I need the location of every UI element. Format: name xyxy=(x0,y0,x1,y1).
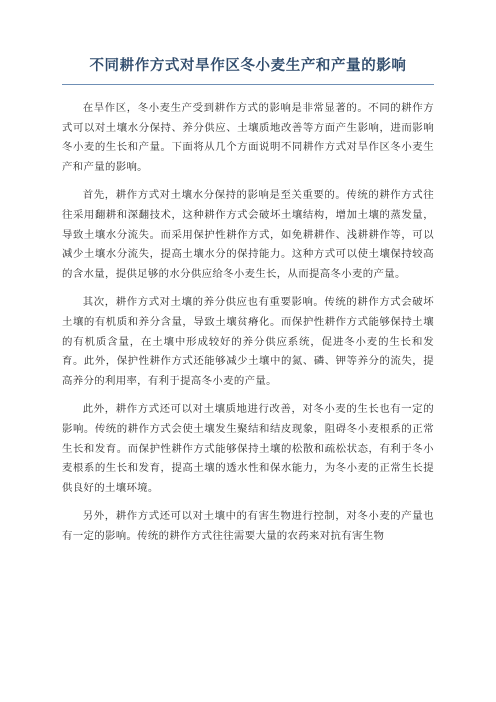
paragraph-intro: 在旱作区，冬小麦生产受到耕作方式的影响是非常显著的。不同的耕作方式可以对土壤水分保持、养分供应、土壤质地改善等方面产生影响，进而影响冬小麦的生长和产量。下面将从几个方面说明不同耕作方式对旱作区冬小麦生产和产量的影响。 xyxy=(62,102,434,173)
paragraph-nutrient-supply: 其次，耕作方式对土壤的养分供应也有重要影响。传统的耕作方式会破坏土壤的有机质和养分含量，导致土壤贫瘠化。而保护性耕作方式能够保持土壤的有机质含量，在土壤中形成较好的养分供应系统，促进冬小麦的生长和发育。此外，保护性耕作方式还能够减少土壤中的氮、磷、钾等养分的流失，提高养分的利用率，有利于提高冬小麦的产量。 xyxy=(62,296,434,387)
document-title: 不同耕作方式对旱作区冬小麦生产和产量的影响 xyxy=(89,57,407,74)
paragraph-soil-texture: 此外，耕作方式还可以对土壤质地进行改善，对冬小麦的生长也有一定的影响。传统的耕作方式会使土壤发生聚结和结皮现象，阻碍冬小麦根系的正常生长和发育。而保护性耕作方式能够保持土壤的松散和疏松状态，有利于冬小麦根系的生长和发育，提高土壤的透水性和保水能力，为冬小麦的正常生长提供良好的土壤环境。 xyxy=(62,403,434,494)
paragraph-pest-control: 另外，耕作方式还可以对土壤中的有害生物进行控制，对冬小麦的产量也有一定的影响。传统的耕作方式往往需要大量的农药来对抗有害生物 xyxy=(62,510,434,542)
title-underline xyxy=(62,84,434,85)
paragraph-soil-moisture: 首先，耕作方式对土壤水分保持的影响是至关重要的。传统的耕作方式往往采用翻耕和深翻技术，这种耕作方式会破坏土壤结构，增加土壤的蒸发量，导致土壤水分流失。而采用保护性耕作方式，如免耕耕作、浅耕耕作等，可以减少土壤水分流失，提高土壤水分的保持能力。这种方式可以使土壤保持较高的含水量，提供足够的水分供应给冬小麦生长，从而提高冬小麦的产量。 xyxy=(62,189,434,280)
